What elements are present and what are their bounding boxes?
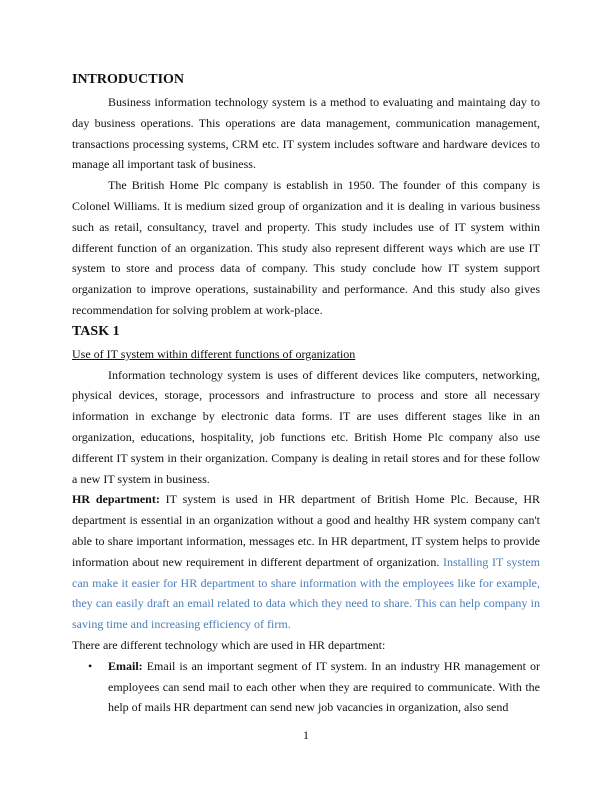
page-number: 1 bbox=[303, 728, 309, 742]
bullet-label: Email: bbox=[108, 658, 143, 673]
task1-paragraph-1: Information technology system is uses of different devices like computers, networking, physical devices, storage, processors and infrastructure to process and store all necessary information in exchange by electronic data forms. IT are uses different stages like in an organization, educations, hospitality, job functions etc. British Home Plc company also use different IT system in their organization. Company is dealing in retail stores and for these follow a new IT system in business. bbox=[72, 367, 540, 486]
tech-intro: There are different technology which are used in HR department: bbox=[72, 637, 386, 652]
intro-paragraph-2: The British Home Plc company is establish in 1950. The founder of this company is Colonel Williams. It is medium sized group of organization and it is dealing in various business such as retail, consultancy, travel and property. This study includes use of IT system within different function of an organization. This study also represent different ways which are use IT system to store and process data of company. This study conclude how IT system support organization to improve operations, sustainability and performance. And this study also gives recommendation for solving problem at work-place. bbox=[72, 178, 540, 317]
list-item bbox=[72, 656, 540, 718]
tech-list bbox=[72, 656, 540, 718]
document-body bbox=[72, 70, 540, 718]
intro-heading: INTRODUCTION bbox=[72, 72, 185, 87]
bullet-icon: • bbox=[88, 658, 93, 673]
task1-subheading: Use of IT system within different functions of organization bbox=[72, 346, 356, 361]
intro-paragraph-1: Business information technology system is a method to evaluating and maintaing day to day business operations. This operations are data management, communication management, transactions processing systems, CRM etc. IT system includes software and hardware devices to manage all important task of business. bbox=[72, 95, 540, 172]
hr-highlight-text: Installing IT system can make it easier for HR department to share information with the employees like for example, they can easily draft an email related to data which they need to share. This can help company in saving time and increasing efficiency of firm. bbox=[72, 554, 541, 632]
hr-text: IT system is used in HR department of British Home Plc. Because, HR department is essential in an organization without a good and healthy HR system company can't able to share important information, messages etc. In HR department, IT system helps to provide information about new requirement in different department of organization. bbox=[72, 492, 541, 569]
task1-heading: TASK 1 bbox=[72, 323, 120, 339]
bullet-text: Email is an important segment of IT system. In an industry HR management or employees can send mail to each other when they are required to communicate. With the help of mails HR department can send new job vacancies in organization, also send bbox=[108, 658, 540, 715]
hr-label: HR department: bbox=[72, 492, 160, 507]
hr-paragraph bbox=[72, 489, 540, 635]
